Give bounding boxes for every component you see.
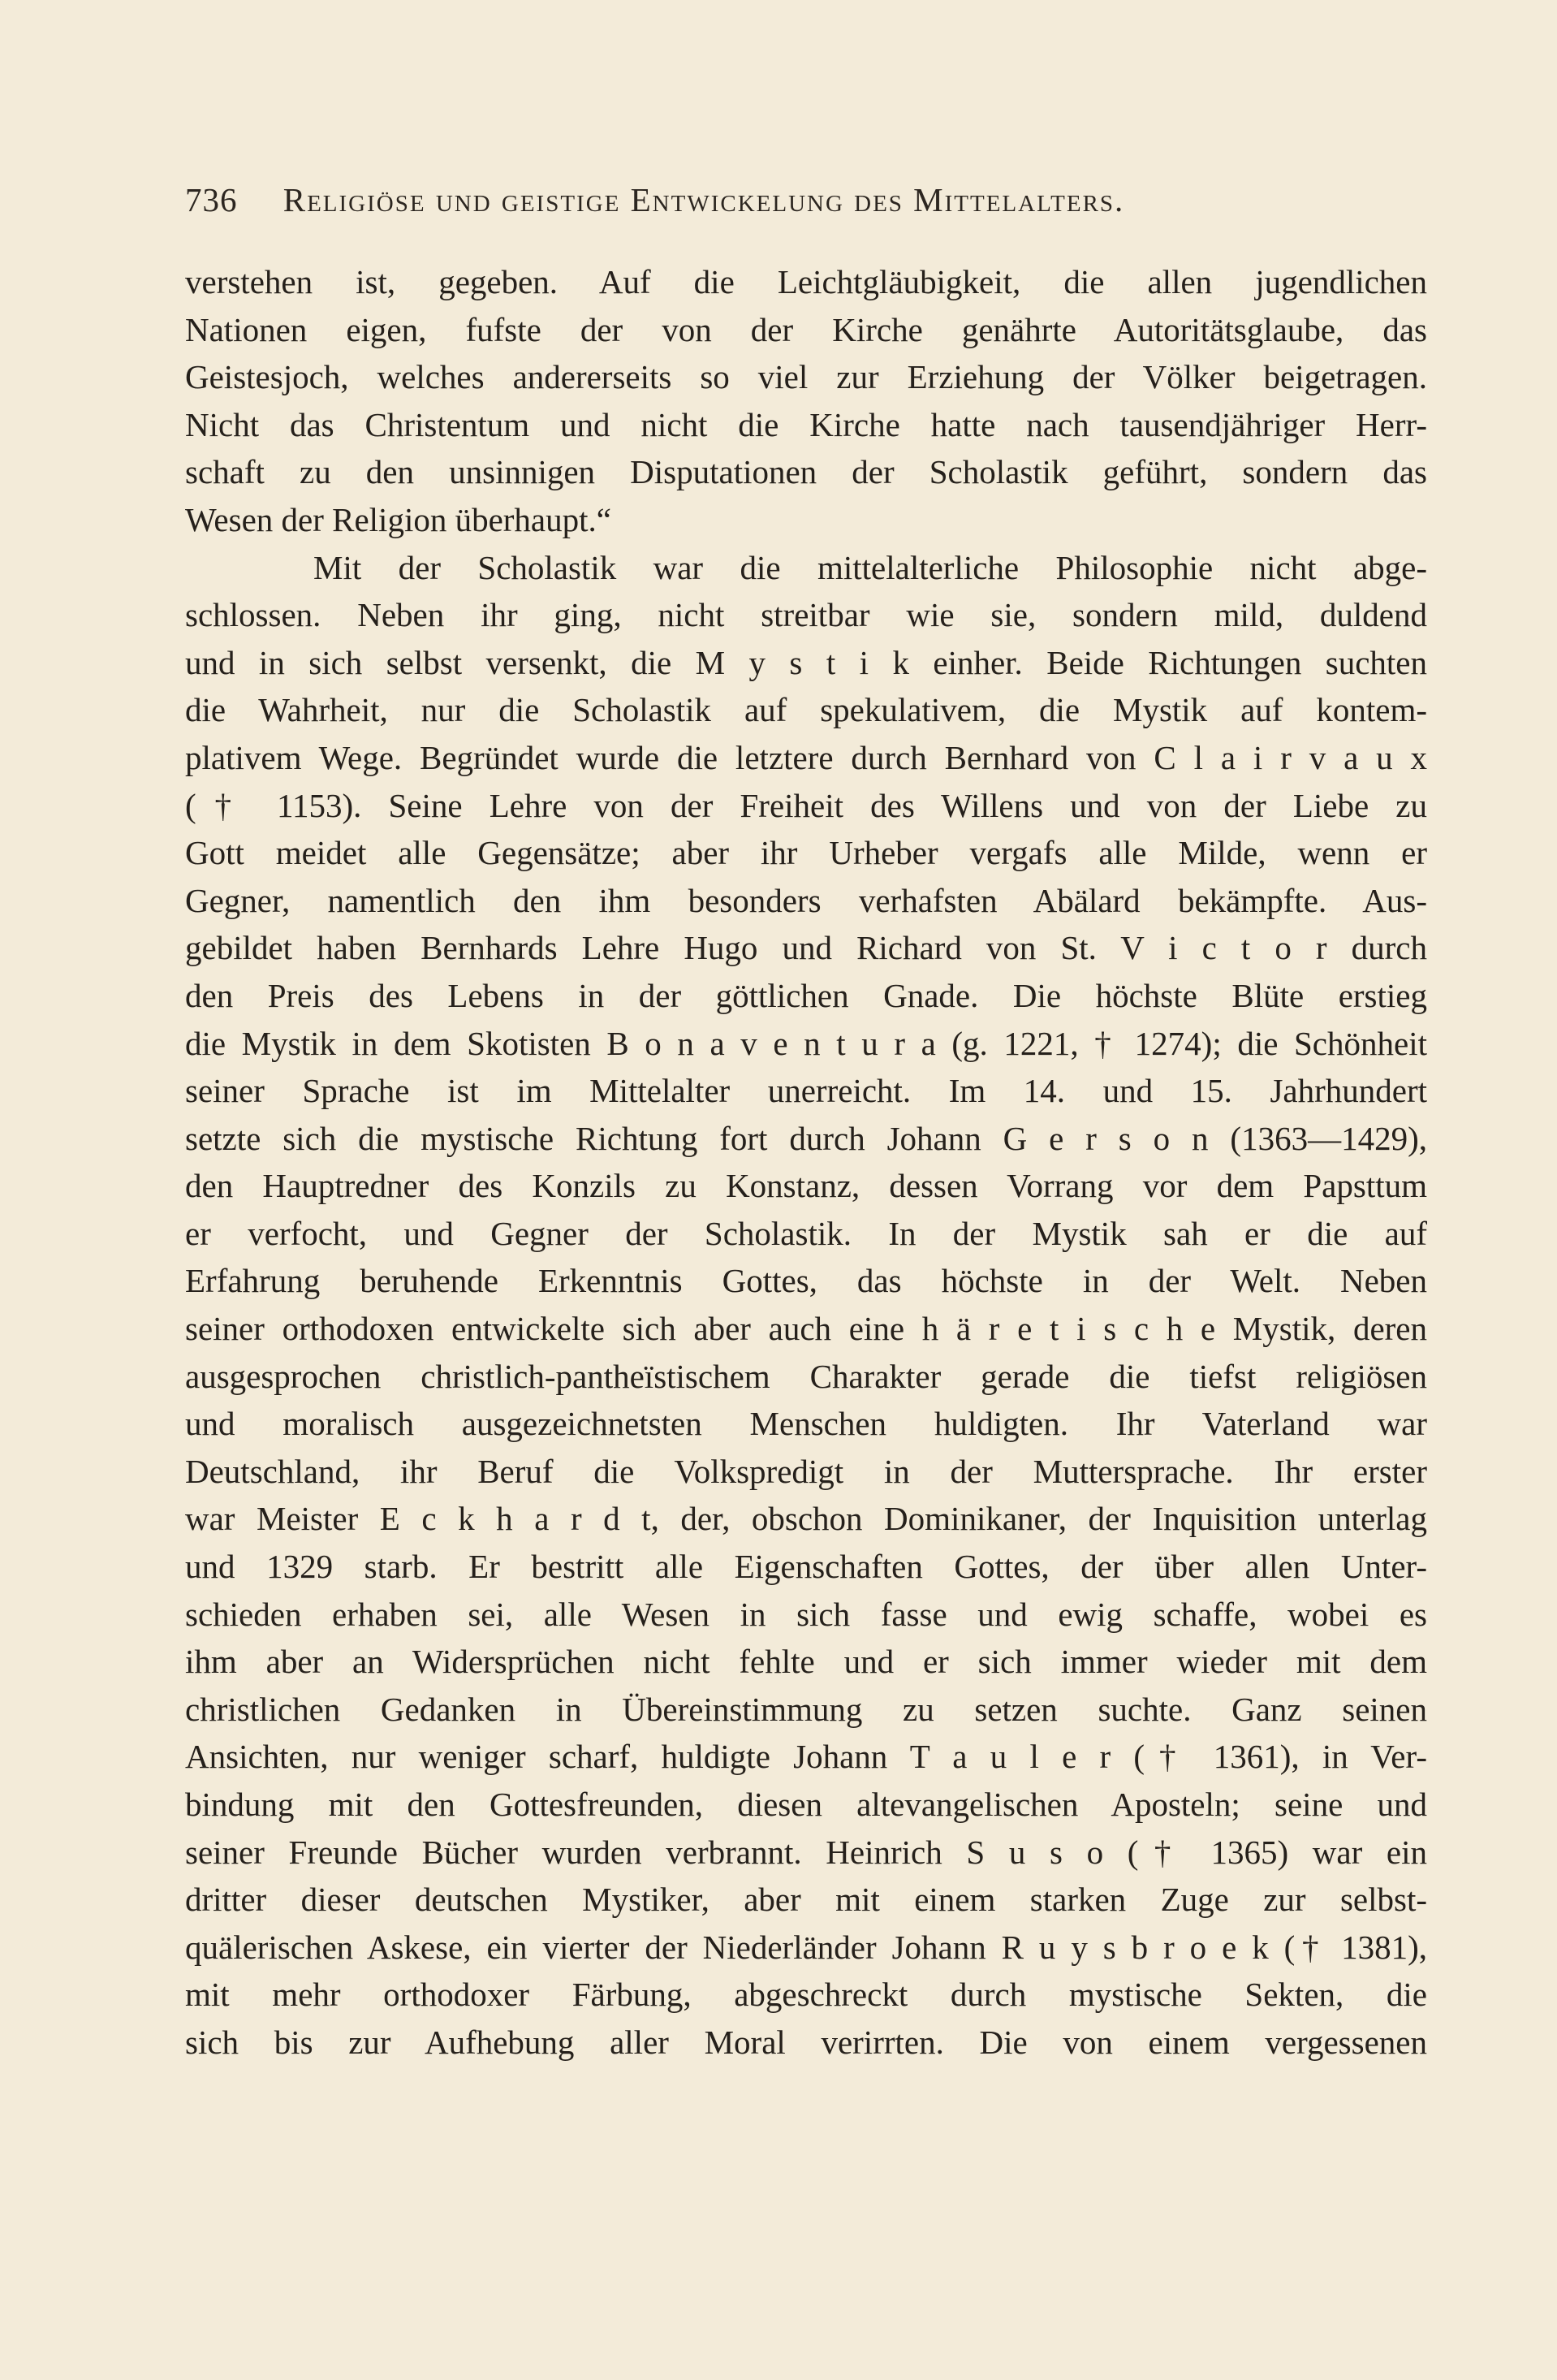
- text-line: bindung mit den Gottesfreunden, diesen altevangelischen Aposteln; seine und: [185, 1786, 1427, 1823]
- text-line: ausgesprochen christlich-pantheïstischem Charakter gerade die tiefst religiösen: [185, 1357, 1427, 1395]
- text-line: dritter dieser deutschen Mystiker, aber mit einem starken Zuge zur selbst-: [185, 1881, 1427, 1919]
- text-line: war Meister E c k h a r d t, der, obschon Dominikaner, der Inquisition unterlag: [185, 1500, 1427, 1538]
- text-line: und in sich selbst versenkt, die M y s t i k einher. Beide Richtungen suchten: [185, 643, 1427, 681]
- text-line: ihm aber an Widersprüchen nicht fehlte und er sich immer wieder mit dem: [185, 1643, 1427, 1681]
- text-line: Erfahrung beruhende Erkenntnis Gottes, das höchste in der Welt. Neben: [185, 1262, 1427, 1300]
- text-line: Wesen der Religion überhaupt.“: [185, 500, 611, 538]
- page-number: 736: [185, 181, 238, 218]
- text-line: die Wahrheit, nur die Scholastik auf spekulativem, die Mystik auf kontem-: [185, 691, 1427, 729]
- text-line: quälerischen Askese, ein vierter der Niederländer Johann R u y s b r o e k († 1381),: [185, 1928, 1427, 1966]
- text-line: plativem Wege. Begründet wurde die letztere durch Bernhard von C l a i r v a u x: [185, 738, 1427, 776]
- text-line: sich bis zur Aufhebung aller Moral verirrten. Die von einem vergessenen: [185, 2023, 1427, 2061]
- text-line: Nationen eigen, fufste der von der Kirche genährte Autoritätsglaube, das: [185, 310, 1427, 348]
- text-line: Ansichten, nur weniger scharf, huldigte Johann T a u l e r († 1361), in Ver-: [185, 1738, 1427, 1776]
- page-header: [185, 180, 1435, 229]
- text-line: und 1329 starb. Er bestritt alle Eigenschaften Gottes, der über allen Unter-: [185, 1548, 1427, 1586]
- body-text: [185, 258, 1427, 2067]
- text-line: schlossen. Neben ihr ging, nicht streitbar wie sie, sondern mild, duldend: [185, 596, 1427, 634]
- text-line: gebildet haben Bernhards Lehre Hugo und Richard von St. V i c t o r durch: [185, 929, 1427, 967]
- text-line: seiner Sprache ist im Mittelalter unerreicht. Im 14. und 15. Jahrhundert: [185, 1072, 1427, 1110]
- text-line: Deutschland, ihr Beruf die Volkspredigt in der Muttersprache. Ihr erster: [185, 1452, 1427, 1490]
- text-line: schieden erhaben sei, alle Wesen in sich fasse und ewig schaffe, wobei es: [185, 1595, 1427, 1633]
- text-line: Gott meidet alle Gegensätze; aber ihr Urheber vergafs alle Milde, wenn er: [185, 834, 1427, 872]
- text-line: verstehen ist, gegeben. Auf die Leichtgläubigkeit, die allen jugendlichen: [185, 263, 1427, 300]
- paragraph-first-line: Mit der Scholastik war die mittelalterliche Philosophie nicht abge-: [313, 548, 1427, 586]
- text-line: den Hauptredner des Konzils zu Konstanz, dessen Vorrang vor dem Papsttum: [185, 1167, 1427, 1205]
- text-line: christlichen Gedanken in Übereinstimmung zu setzen suchte. Ganz seinen: [185, 1690, 1427, 1728]
- text-line: und moralisch ausgezeichnetsten Menschen huldigten. Ihr Vaterland war: [185, 1405, 1427, 1443]
- text-line: seiner orthodoxen entwickelte sich aber auch eine h ä r e t i s c h e Mystik, deren: [185, 1310, 1427, 1348]
- text-line: mit mehr orthodoxer Färbung, abgeschreckt durch mystische Sekten, die: [185, 1976, 1427, 2014]
- text-line: er verfocht, und Gegner der Scholastik. In der Mystik sah er die auf: [185, 1214, 1427, 1252]
- text-line: († 1153). Seine Lehre von der Freiheit des Willens und von der Liebe zu: [185, 786, 1427, 824]
- text-line: Nicht das Christentum und nicht die Kirche hatte nach tausendjähriger Herr-: [185, 405, 1427, 443]
- text-line: die Mystik in dem Skotisten B o n a v e n t u r a (g. 1221, † 1274); die Schönheit: [185, 1024, 1427, 1062]
- text-line: setzte sich die mystische Richtung fort durch Johann G e r s o n (1363—1429),: [185, 1119, 1427, 1157]
- running-title: Religiöse und geistige Entwickelung des Mittelalters.: [283, 181, 1125, 218]
- text-line: Geistesjoch, welches andererseits so viel zur Erziehung der Völker beigetragen.: [185, 358, 1427, 396]
- text-line: Gegner, namentlich den ihm besonders verhafsten Abälard bekämpfte. Aus-: [185, 881, 1427, 919]
- text-line: schaft zu den unsinnigen Disputationen der Scholastik geführt, sondern das: [185, 453, 1427, 491]
- text-line: den Preis des Lebens in der göttlichen Gnade. Die höchste Blüte erstieg: [185, 976, 1427, 1014]
- text-line: seiner Freunde Bücher wurden verbrannt. Heinrich S u s o († 1365) war ein: [185, 1833, 1427, 1871]
